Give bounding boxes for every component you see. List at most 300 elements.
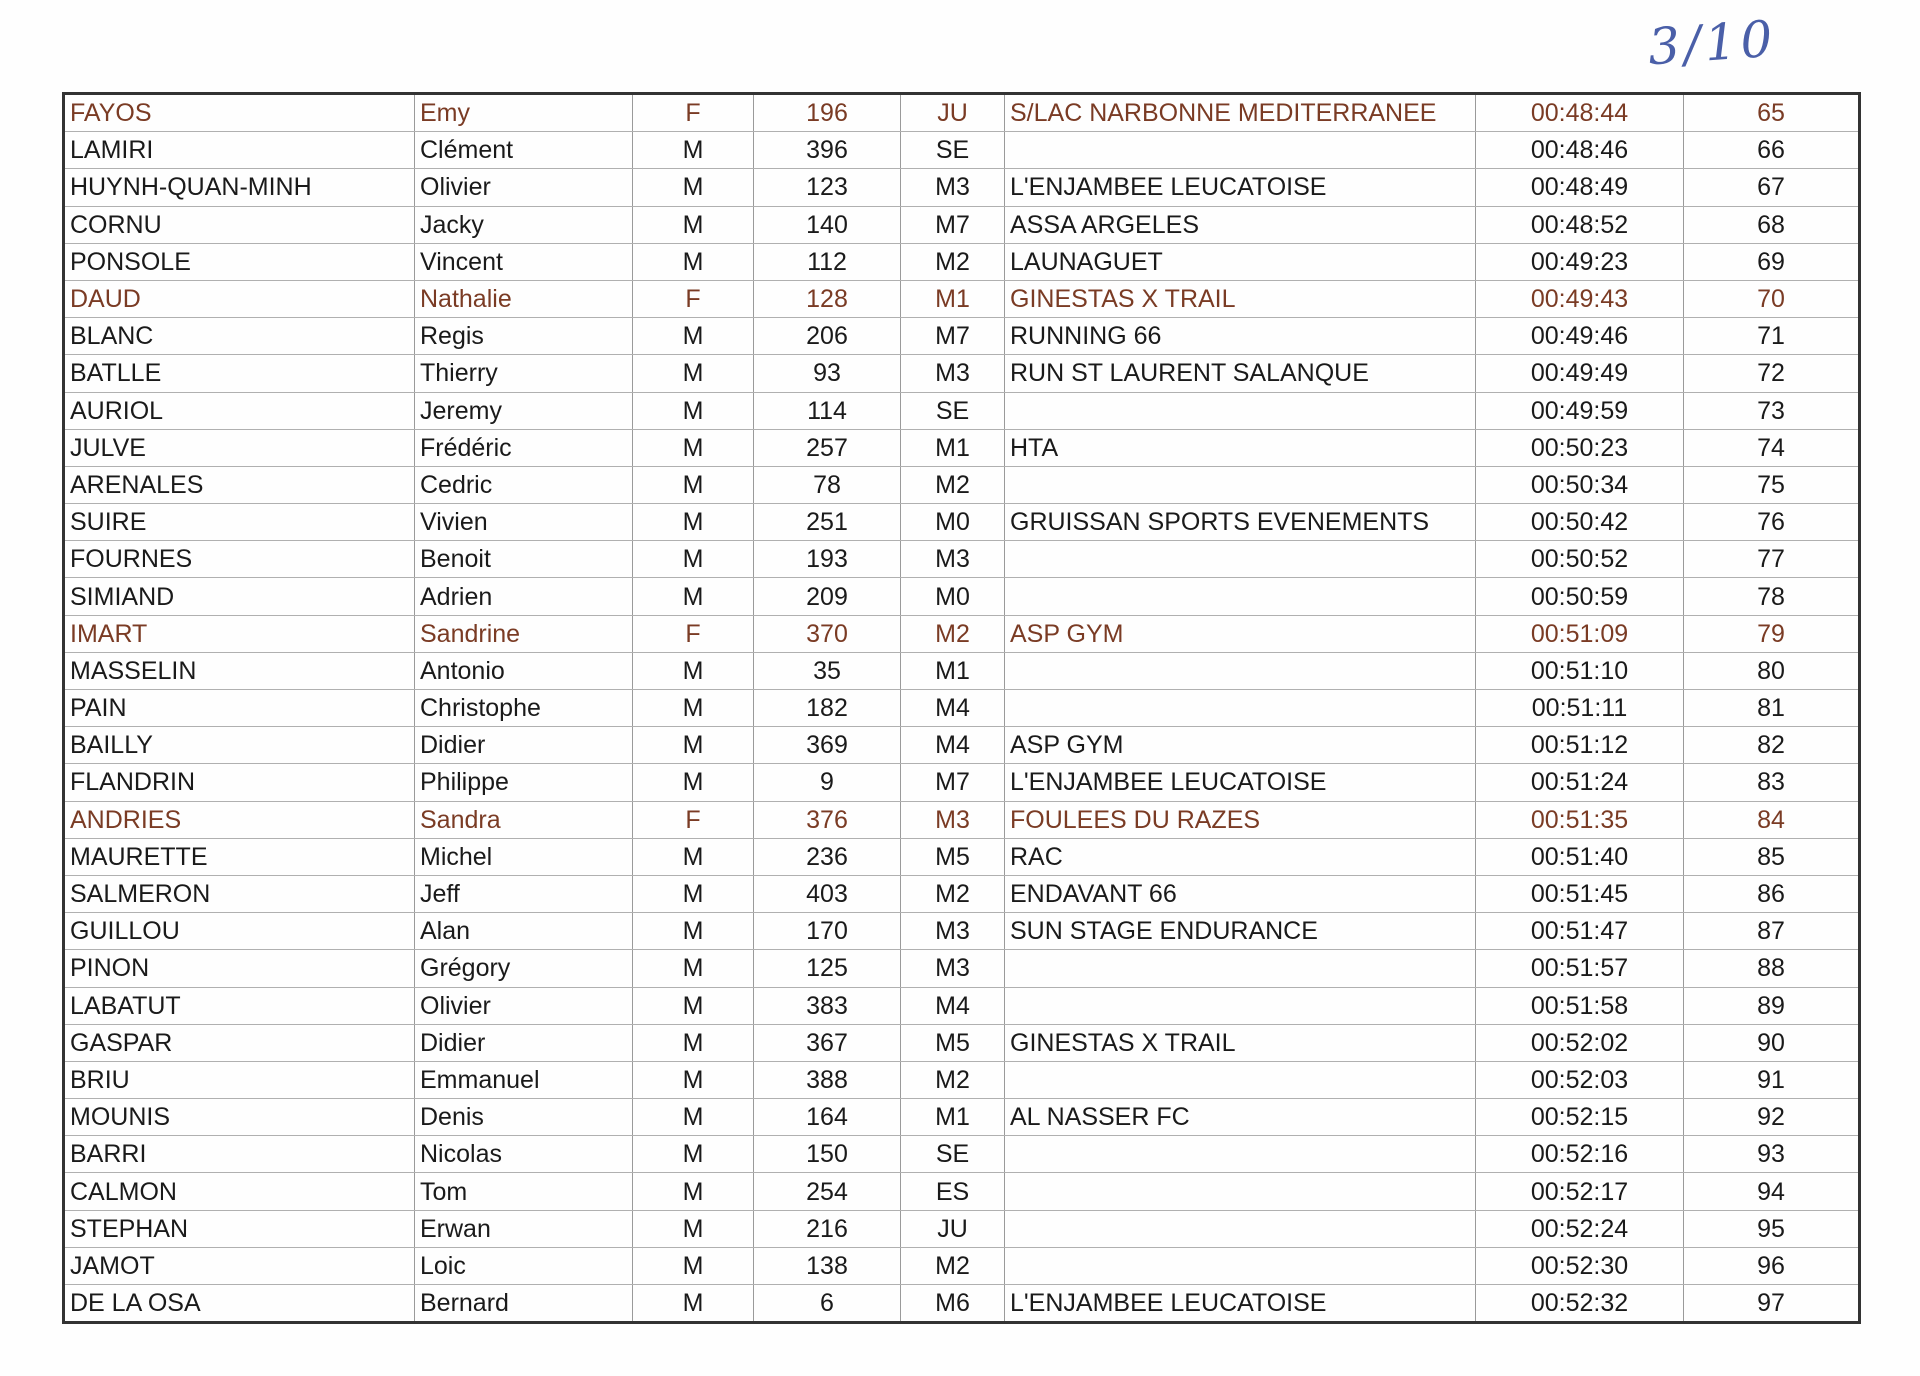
first-name-cell: Vivien: [415, 504, 633, 541]
first-name-cell: Jacky: [415, 206, 633, 243]
rank-cell: 80: [1684, 652, 1860, 689]
time-cell: 00:51:09: [1476, 615, 1684, 652]
first-name-cell: Sandra: [415, 801, 633, 838]
table-row: [64, 132, 1860, 169]
last-name-cell: MOUNIS: [64, 1099, 415, 1136]
table-row: [64, 94, 1860, 132]
rank-cell: 90: [1684, 1024, 1860, 1061]
sex-cell: M: [633, 1247, 754, 1284]
club-cell: L'ENJAMBEE LEUCATOISE: [1005, 764, 1476, 801]
bib-number-cell: 403: [754, 875, 901, 912]
sex-cell: M: [633, 875, 754, 912]
rank-cell: 81: [1684, 690, 1860, 727]
time-cell: 00:48:46: [1476, 132, 1684, 169]
club-cell: [1005, 1173, 1476, 1210]
last-name-cell: GUILLOU: [64, 913, 415, 950]
club-cell: [1005, 1210, 1476, 1247]
sex-cell: M: [633, 950, 754, 987]
bib-number-cell: 251: [754, 504, 901, 541]
club-cell: RAC: [1005, 838, 1476, 875]
rank-cell: 97: [1684, 1285, 1860, 1323]
first-name-cell: Christophe: [415, 690, 633, 727]
sex-cell: M: [633, 764, 754, 801]
club-cell: [1005, 652, 1476, 689]
bib-number-cell: 193: [754, 541, 901, 578]
last-name-cell: BARRI: [64, 1136, 415, 1173]
rank-cell: 95: [1684, 1210, 1860, 1247]
sex-cell: M: [633, 690, 754, 727]
last-name-cell: FLANDRIN: [64, 764, 415, 801]
first-name-cell: Sandrine: [415, 615, 633, 652]
bib-number-cell: 376: [754, 801, 901, 838]
time-cell: 00:50:23: [1476, 429, 1684, 466]
bib-number-cell: 35: [754, 652, 901, 689]
bib-number-cell: 138: [754, 1247, 901, 1284]
sex-cell: M: [633, 541, 754, 578]
first-name-cell: Jeff: [415, 875, 633, 912]
bib-number-cell: 140: [754, 206, 901, 243]
bib-number-cell: 93: [754, 355, 901, 392]
club-cell: L'ENJAMBEE LEUCATOISE: [1005, 169, 1476, 206]
time-cell: 00:49:46: [1476, 318, 1684, 355]
last-name-cell: LAMIRI: [64, 132, 415, 169]
club-cell: [1005, 392, 1476, 429]
rank-cell: 87: [1684, 913, 1860, 950]
last-name-cell: HUYNH-QUAN-MINH: [64, 169, 415, 206]
rank-cell: 76: [1684, 504, 1860, 541]
rank-cell: 77: [1684, 541, 1860, 578]
category-cell: JU: [901, 1210, 1005, 1247]
first-name-cell: Bernard: [415, 1285, 633, 1323]
rank-cell: 71: [1684, 318, 1860, 355]
sex-cell: M: [633, 466, 754, 503]
table-row: [64, 838, 1860, 875]
rank-cell: 66: [1684, 132, 1860, 169]
last-name-cell: MASSELIN: [64, 652, 415, 689]
sex-cell: M: [633, 169, 754, 206]
rank-cell: 91: [1684, 1061, 1860, 1098]
bib-number-cell: 383: [754, 987, 901, 1024]
club-cell: LAUNAGUET: [1005, 243, 1476, 280]
category-cell: M2: [901, 1247, 1005, 1284]
table-row: [64, 169, 1860, 206]
last-name-cell: DAUD: [64, 280, 415, 317]
last-name-cell: BATLLE: [64, 355, 415, 392]
table-row: [64, 875, 1860, 912]
table-row: [64, 1061, 1860, 1098]
time-cell: 00:51:45: [1476, 875, 1684, 912]
rank-cell: 75: [1684, 466, 1860, 503]
table-row: [64, 541, 1860, 578]
first-name-cell: Jeremy: [415, 392, 633, 429]
table-row: [64, 1173, 1860, 1210]
club-cell: [1005, 466, 1476, 503]
club-cell: ASSA ARGELES: [1005, 206, 1476, 243]
category-cell: M1: [901, 429, 1005, 466]
bib-number-cell: 209: [754, 578, 901, 615]
bib-number-cell: 369: [754, 727, 901, 764]
club-cell: L'ENJAMBEE LEUCATOISE: [1005, 1285, 1476, 1323]
club-cell: SUN STAGE ENDURANCE: [1005, 913, 1476, 950]
last-name-cell: STEPHAN: [64, 1210, 415, 1247]
category-cell: M1: [901, 280, 1005, 317]
time-cell: 00:51:58: [1476, 987, 1684, 1024]
club-cell: GINESTAS X TRAIL: [1005, 280, 1476, 317]
category-cell: SE: [901, 392, 1005, 429]
club-cell: [1005, 1061, 1476, 1098]
rank-cell: 92: [1684, 1099, 1860, 1136]
bib-number-cell: 367: [754, 1024, 901, 1061]
bib-number-cell: 6: [754, 1285, 901, 1323]
last-name-cell: JULVE: [64, 429, 415, 466]
time-cell: 00:48:44: [1476, 94, 1684, 132]
rank-cell: 93: [1684, 1136, 1860, 1173]
sex-cell: M: [633, 727, 754, 764]
table-row: [64, 950, 1860, 987]
category-cell: M3: [901, 541, 1005, 578]
bib-number-cell: 78: [754, 466, 901, 503]
category-cell: M2: [901, 1061, 1005, 1098]
bib-number-cell: 128: [754, 280, 901, 317]
time-cell: 00:51:10: [1476, 652, 1684, 689]
table-row: [64, 504, 1860, 541]
rank-cell: 85: [1684, 838, 1860, 875]
time-cell: 00:50:34: [1476, 466, 1684, 503]
first-name-cell: Michel: [415, 838, 633, 875]
sex-cell: M: [633, 132, 754, 169]
last-name-cell: IMART: [64, 615, 415, 652]
last-name-cell: BRIU: [64, 1061, 415, 1098]
rank-cell: 89: [1684, 987, 1860, 1024]
bib-number-cell: 257: [754, 429, 901, 466]
bib-number-cell: 182: [754, 690, 901, 727]
last-name-cell: SIMIAND: [64, 578, 415, 615]
table-row: [64, 280, 1860, 317]
category-cell: M3: [901, 913, 1005, 950]
category-cell: M5: [901, 1024, 1005, 1061]
first-name-cell: Loic: [415, 1247, 633, 1284]
sex-cell: M: [633, 838, 754, 875]
first-name-cell: Alan: [415, 913, 633, 950]
time-cell: 00:49:49: [1476, 355, 1684, 392]
time-cell: 00:52:16: [1476, 1136, 1684, 1173]
table-row: [64, 727, 1860, 764]
sex-cell: M: [633, 1061, 754, 1098]
table-row: [64, 429, 1860, 466]
time-cell: 00:50:52: [1476, 541, 1684, 578]
last-name-cell: BAILLY: [64, 727, 415, 764]
club-cell: FOULEES DU RAZES: [1005, 801, 1476, 838]
last-name-cell: FAYOS: [64, 94, 415, 132]
time-cell: 00:50:59: [1476, 578, 1684, 615]
club-cell: [1005, 950, 1476, 987]
category-cell: SE: [901, 132, 1005, 169]
first-name-cell: Adrien: [415, 578, 633, 615]
time-cell: 00:52:30: [1476, 1247, 1684, 1284]
sex-cell: M: [633, 578, 754, 615]
sex-cell: M: [633, 987, 754, 1024]
bib-number-cell: 396: [754, 132, 901, 169]
first-name-cell: Didier: [415, 727, 633, 764]
category-cell: M1: [901, 1099, 1005, 1136]
last-name-cell: GASPAR: [64, 1024, 415, 1061]
table-row: [64, 466, 1860, 503]
time-cell: 00:52:15: [1476, 1099, 1684, 1136]
last-name-cell: SUIRE: [64, 504, 415, 541]
time-cell: 00:52:24: [1476, 1210, 1684, 1247]
bib-number-cell: 196: [754, 94, 901, 132]
club-cell: [1005, 541, 1476, 578]
bib-number-cell: 9: [754, 764, 901, 801]
first-name-cell: Thierry: [415, 355, 633, 392]
time-cell: 00:48:49: [1476, 169, 1684, 206]
time-cell: 00:51:11: [1476, 690, 1684, 727]
bib-number-cell: 123: [754, 169, 901, 206]
category-cell: M3: [901, 355, 1005, 392]
time-cell: 00:51:12: [1476, 727, 1684, 764]
sex-cell: M: [633, 652, 754, 689]
table-row: [64, 243, 1860, 280]
sex-cell: M: [633, 318, 754, 355]
table-row: [64, 913, 1860, 950]
table-row: [64, 764, 1860, 801]
sex-cell: M: [633, 1024, 754, 1061]
sex-cell: F: [633, 615, 754, 652]
sex-cell: M: [633, 1210, 754, 1247]
table-row: [64, 652, 1860, 689]
category-cell: M7: [901, 318, 1005, 355]
club-cell: [1005, 578, 1476, 615]
category-cell: M3: [901, 950, 1005, 987]
club-cell: HTA: [1005, 429, 1476, 466]
first-name-cell: Cedric: [415, 466, 633, 503]
bib-number-cell: 216: [754, 1210, 901, 1247]
category-cell: M7: [901, 764, 1005, 801]
club-cell: RUNNING 66: [1005, 318, 1476, 355]
table-row: [64, 987, 1860, 1024]
rank-cell: 86: [1684, 875, 1860, 912]
category-cell: M5: [901, 838, 1005, 875]
time-cell: 00:50:42: [1476, 504, 1684, 541]
rank-cell: 82: [1684, 727, 1860, 764]
table-row: [64, 1210, 1860, 1247]
sex-cell: M: [633, 429, 754, 466]
time-cell: 00:51:47: [1476, 913, 1684, 950]
handwritten-page-number: 3/10: [1646, 9, 1779, 77]
first-name-cell: Antonio: [415, 652, 633, 689]
category-cell: M4: [901, 690, 1005, 727]
sex-cell: M: [633, 1173, 754, 1210]
sex-cell: M: [633, 206, 754, 243]
rank-cell: 74: [1684, 429, 1860, 466]
sex-cell: F: [633, 94, 754, 132]
category-cell: M2: [901, 615, 1005, 652]
category-cell: M2: [901, 243, 1005, 280]
last-name-cell: MAURETTE: [64, 838, 415, 875]
rank-cell: 70: [1684, 280, 1860, 317]
bib-number-cell: 370: [754, 615, 901, 652]
rank-cell: 67: [1684, 169, 1860, 206]
bib-number-cell: 388: [754, 1061, 901, 1098]
category-cell: ES: [901, 1173, 1005, 1210]
sex-cell: M: [633, 1099, 754, 1136]
category-cell: M2: [901, 875, 1005, 912]
first-name-cell: Nathalie: [415, 280, 633, 317]
rank-cell: 68: [1684, 206, 1860, 243]
first-name-cell: Regis: [415, 318, 633, 355]
table-row: [64, 206, 1860, 243]
first-name-cell: Grégory: [415, 950, 633, 987]
time-cell: 00:52:02: [1476, 1024, 1684, 1061]
bib-number-cell: 112: [754, 243, 901, 280]
table-row: [64, 355, 1860, 392]
table-row: [64, 801, 1860, 838]
category-cell: M3: [901, 169, 1005, 206]
sex-cell: M: [633, 504, 754, 541]
first-name-cell: Emy: [415, 94, 633, 132]
table-row: [64, 1285, 1860, 1323]
category-cell: M6: [901, 1285, 1005, 1323]
bib-number-cell: 170: [754, 913, 901, 950]
bib-number-cell: 125: [754, 950, 901, 987]
first-name-cell: Clément: [415, 132, 633, 169]
first-name-cell: Denis: [415, 1099, 633, 1136]
club-cell: ASP GYM: [1005, 727, 1476, 764]
last-name-cell: PAIN: [64, 690, 415, 727]
rank-cell: 72: [1684, 355, 1860, 392]
bib-number-cell: 114: [754, 392, 901, 429]
time-cell: 00:49:59: [1476, 392, 1684, 429]
last-name-cell: ARENALES: [64, 466, 415, 503]
first-name-cell: Erwan: [415, 1210, 633, 1247]
rank-cell: 96: [1684, 1247, 1860, 1284]
category-cell: M0: [901, 504, 1005, 541]
club-cell: RUN ST LAURENT SALANQUE: [1005, 355, 1476, 392]
last-name-cell: BLANC: [64, 318, 415, 355]
time-cell: 00:51:40: [1476, 838, 1684, 875]
club-cell: GINESTAS X TRAIL: [1005, 1024, 1476, 1061]
last-name-cell: CORNU: [64, 206, 415, 243]
club-cell: S/LAC NARBONNE MEDITERRANEE: [1005, 94, 1476, 132]
first-name-cell: Emmanuel: [415, 1061, 633, 1098]
sex-cell: M: [633, 913, 754, 950]
first-name-cell: Didier: [415, 1024, 633, 1061]
sex-cell: F: [633, 801, 754, 838]
sex-cell: M: [633, 392, 754, 429]
last-name-cell: SALMERON: [64, 875, 415, 912]
bib-number-cell: 236: [754, 838, 901, 875]
rank-cell: 83: [1684, 764, 1860, 801]
time-cell: 00:52:32: [1476, 1285, 1684, 1323]
rank-cell: 69: [1684, 243, 1860, 280]
time-cell: 00:49:23: [1476, 243, 1684, 280]
first-name-cell: Olivier: [415, 987, 633, 1024]
first-name-cell: Benoit: [415, 541, 633, 578]
time-cell: 00:51:35: [1476, 801, 1684, 838]
sex-cell: M: [633, 243, 754, 280]
rank-cell: 73: [1684, 392, 1860, 429]
table-row: [64, 578, 1860, 615]
sex-cell: M: [633, 1136, 754, 1173]
table-row: [64, 690, 1860, 727]
category-cell: M7: [901, 206, 1005, 243]
bib-number-cell: 164: [754, 1099, 901, 1136]
rank-cell: 88: [1684, 950, 1860, 987]
category-cell: M4: [901, 727, 1005, 764]
first-name-cell: Vincent: [415, 243, 633, 280]
last-name-cell: FOURNES: [64, 541, 415, 578]
table-row: [64, 615, 1860, 652]
club-cell: [1005, 987, 1476, 1024]
table-row: [64, 1099, 1860, 1136]
last-name-cell: ANDRIES: [64, 801, 415, 838]
category-cell: M3: [901, 801, 1005, 838]
bib-number-cell: 206: [754, 318, 901, 355]
club-cell: [1005, 1136, 1476, 1173]
results-table-body: [64, 94, 1860, 1323]
last-name-cell: DE LA OSA: [70, 1289, 201, 1318]
first-name-cell: Tom: [415, 1173, 633, 1210]
time-cell: 00:51:57: [1476, 950, 1684, 987]
rank-cell: 84: [1684, 801, 1860, 838]
table-row: [64, 1136, 1860, 1173]
club-cell: [1005, 690, 1476, 727]
sex-cell: M: [633, 355, 754, 392]
table-row: [64, 318, 1860, 355]
category-cell: M4: [901, 987, 1005, 1024]
table-row: [64, 392, 1860, 429]
last-name-cell: AURIOL: [64, 392, 415, 429]
first-name-cell: Nicolas: [415, 1136, 633, 1173]
club-cell: [1005, 132, 1476, 169]
last-name-cell: JAMOT: [64, 1247, 415, 1284]
category-cell: SE: [901, 1136, 1005, 1173]
time-cell: 00:51:24: [1476, 764, 1684, 801]
table-row: [64, 1024, 1860, 1061]
time-cell: 00:52:17: [1476, 1173, 1684, 1210]
sex-cell: M: [633, 1285, 754, 1323]
time-cell: 00:49:43: [1476, 280, 1684, 317]
time-cell: 00:48:52: [1476, 206, 1684, 243]
rank-cell: 65: [1684, 94, 1860, 132]
bib-number-cell: 254: [754, 1173, 901, 1210]
last-name-cell: PONSOLE: [64, 243, 415, 280]
last-name-cell: PINON: [64, 950, 415, 987]
category-cell: M1: [901, 652, 1005, 689]
first-name-cell: Frédéric: [415, 429, 633, 466]
rank-cell: 94: [1684, 1173, 1860, 1210]
time-cell: 00:52:03: [1476, 1061, 1684, 1098]
club-cell: ENDAVANT 66: [1005, 875, 1476, 912]
sex-cell: F: [633, 280, 754, 317]
first-name-cell: Olivier: [415, 169, 633, 206]
last-name-cell: LABATUT: [64, 987, 415, 1024]
category-cell: M0: [901, 578, 1005, 615]
category-cell: JU: [901, 94, 1005, 132]
table-row: [64, 1247, 1860, 1284]
first-name-cell: Philippe: [415, 764, 633, 801]
club-cell: [1005, 1247, 1476, 1284]
club-cell: GRUISSAN SPORTS EVENEMENTS: [1005, 504, 1476, 541]
club-cell: AL NASSER FC: [1005, 1099, 1476, 1136]
club-cell: ASP GYM: [1005, 615, 1476, 652]
last-name-cell: CALMON: [64, 1173, 415, 1210]
category-cell: M2: [901, 466, 1005, 503]
rank-cell: 78: [1684, 578, 1860, 615]
bib-number-cell: 150: [754, 1136, 901, 1173]
results-table: [62, 92, 1861, 1324]
rank-cell: 79: [1684, 615, 1860, 652]
